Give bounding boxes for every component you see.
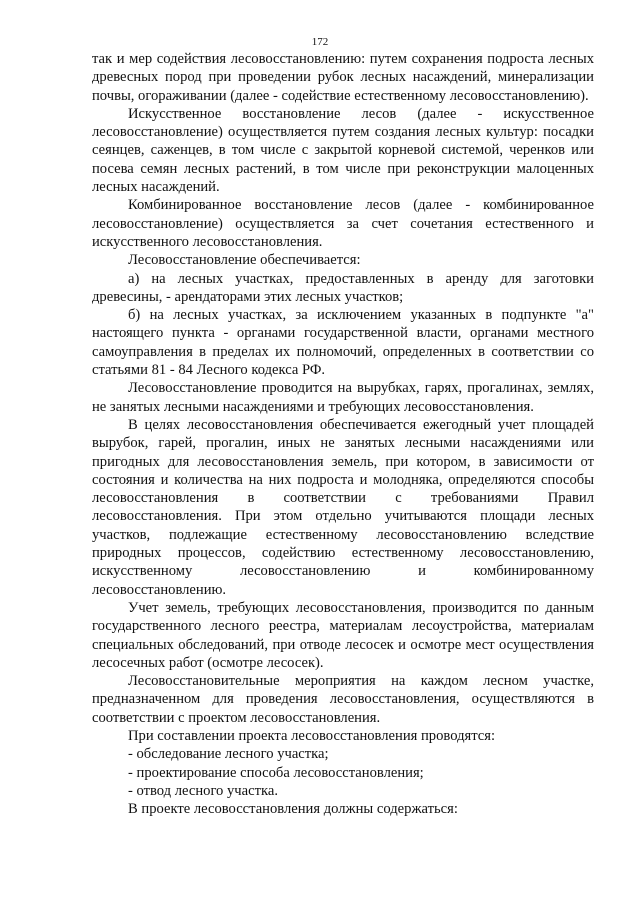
list-item-a: а) на лесных участках, предоставленных в аренду для заготовки древесины, - арендаторами этих лесных участков;: [92, 270, 594, 305]
paragraph-provided-by: Лесовосстановление обеспечивается:: [128, 252, 361, 269]
list-item-b: б) на лесных участках, за исключением указанных в подпункте "а" настоящего пункта - органами государственной власти, органами местного самоуправления в пределах их полномочий, определенных в соответствии со статьями 81 - 84 Лесного кодекса РФ.: [92, 307, 594, 379]
document-body: [92, 50, 594, 818]
paragraph-measures: Лесовосстановительные мероприятия на каждом лесном участке, предназначенном для проведения лесовосстановления, осуществляются в соответствии с проектом лесовосстановления.: [92, 673, 594, 726]
paragraph-combined-reforestation: Комбинированное восстановление лесов (далее - комбинированное лесовосстановление) осуществляется за счет сочетания естественного и искусственного лесовосстановления.: [92, 197, 594, 250]
paragraph-project-drafting: При составлении проекта лесовосстановления проводятся:: [128, 727, 496, 744]
paragraph-annual-accounting: В целях лесовосстановления обеспечивается ежегодный учет площадей вырубок, гарей, прогалин, иных не занятых лесными насаждениями или пригодных для лесовосстановления земель, при котором, в зависимости от состояния и количества на них подроста и молодняка, определяются способы лесовосстановления в соответствии с требованиями Правил лесовосстановления. При этом отдельно учитываются площади лесных участков, подлежащие естественному лесовосстановлению вследствие природных процессов, содействию естественному лесовосстановлению, искусственному лесовосстановлению и комбинированному лесовосстановлению.: [92, 416, 594, 598]
page-number: 172: [311, 36, 329, 48]
paragraph-land-accounting: Учет земель, требующих лесовосстановления, производится по данным государственного лесного реестра, материалам лесоустройства, материалам специальных обследований, при отводе лесосек и осмотре мест осуществления лесосечных работ (осмотре лесосек).: [92, 599, 594, 671]
paragraph-where-conducted: Лесовосстановление проводится на вырубках, гарях, прогалинах, землях, не занятых лесными насаждениями и требующих лесовосстановления.: [92, 380, 594, 415]
paragraph-continued: так и мер содействия лесовосстановлению: путем сохранения подроста лесных древесных пород при проведении рубок лесных насаждений, минерализации почвы, огораживании (далее - содействие естественному лесовосстановлению).: [92, 51, 594, 104]
paragraph-artificial-reforestation: Искусственное восстановление лесов (далее - искусственное лесовосстановление) осуществляется путем создания лесных культур: посадки сеянцев, саженцев, в том числе с закрытой корневой системой, черенков или посева семян лесных растений, в том числе при реконструкции малоценных лесных насаждений.: [92, 105, 594, 196]
list-item-design: - проектирование способа лесовосстановления;: [128, 764, 424, 781]
list-item-survey: - обследование лесного участка;: [128, 746, 329, 763]
list-item-allotment: - отвод лесного участка.: [128, 782, 278, 799]
paragraph-project-contents: В проекте лесовосстановления должны содержаться:: [128, 801, 458, 818]
